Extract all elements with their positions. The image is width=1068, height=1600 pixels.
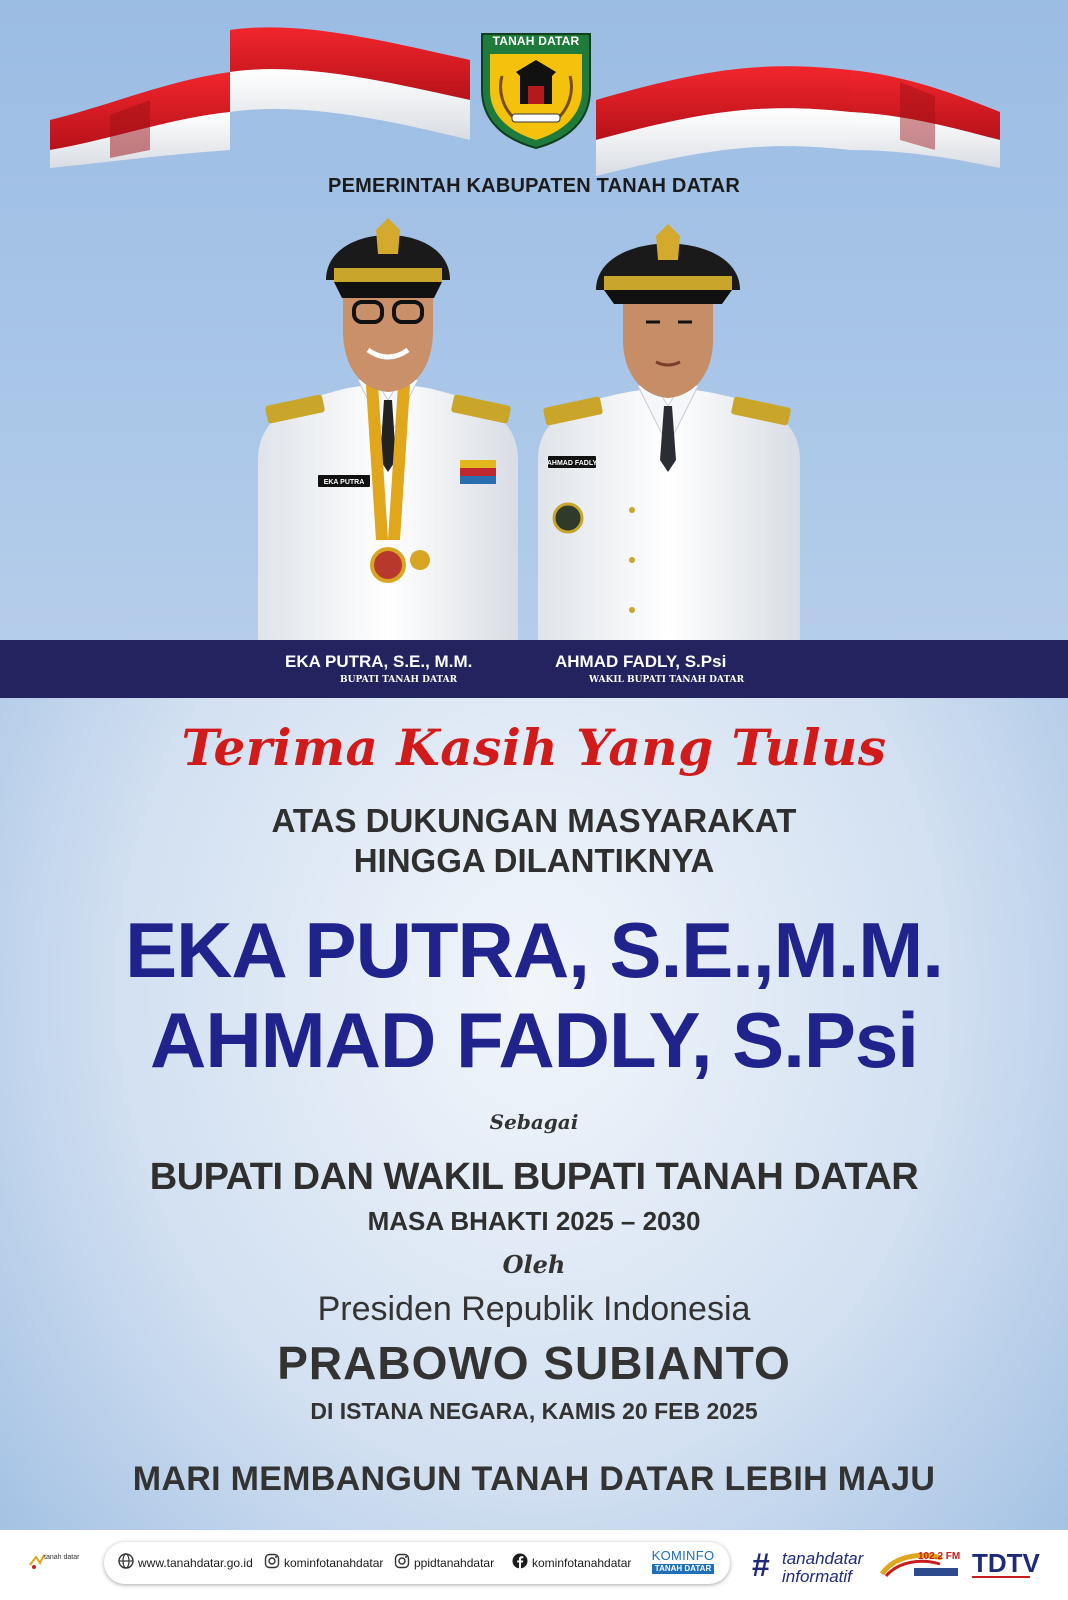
instagram-icon xyxy=(264,1553,280,1569)
band-role-bupati: BUPATI TANAH DATAR xyxy=(340,675,458,685)
slogan: MARI MEMBANGUN TANAH DATAR LEBIH MAJU xyxy=(132,1460,936,1498)
globe-icon xyxy=(118,1553,134,1569)
band-name-wakil-bupati: AHMAD FADLY, S.Psi xyxy=(555,652,727,671)
hashtag-line-1: tanahdatar xyxy=(782,1549,864,1568)
support-line-2: HINGGA DILANTIKNYA xyxy=(353,842,715,879)
nameplate-bupati: EKA PUTRA xyxy=(323,479,365,486)
inauguration-venue: DI ISTANA NEGARA, KAMIS 20 FEB 2025 xyxy=(310,1398,758,1424)
government-title: PEMERINTAH KABUPATEN TANAH DATAR xyxy=(328,175,740,197)
president-title: Presiden Republik Indonesia xyxy=(317,1290,751,1328)
hashtag-icon: # xyxy=(752,1547,770,1583)
name-band xyxy=(0,640,1068,698)
instagram-kominfo-link[interactable]: kominfotanahdatar xyxy=(284,1556,384,1570)
sebagai-label: Sebagai xyxy=(489,1110,579,1134)
facebook-kominfo-link[interactable]: kominfotanahdatar xyxy=(532,1556,632,1570)
big-name-bupati: EKA PUTRA, S.E.,M.M. xyxy=(125,906,943,994)
official-photo-bupati xyxy=(238,210,538,642)
thanks-heading: Terima Kasih Yang Tulus xyxy=(181,718,887,777)
president-name: PRABOWO SUBIANTO xyxy=(277,1337,791,1389)
instagram-ppid-link[interactable]: ppidtanahdatar xyxy=(414,1556,495,1570)
tdtv-logo xyxy=(970,1544,1040,1584)
facebook-icon xyxy=(512,1553,528,1569)
big-name-wakil-bupati: AHMAD FADLY, S.Psi xyxy=(150,996,918,1084)
instagram-icon xyxy=(394,1553,410,1569)
emblem-title: TANAH DATAR xyxy=(492,34,580,48)
band-name-bupati: EKA PUTRA, S.E., M.M. xyxy=(285,652,473,671)
tdtv-logo-text: TDTV xyxy=(972,1548,1040,1578)
band-role-wakil-bupati: WAKIL BUPATI TANAH DATAR xyxy=(589,675,745,685)
radio-frequency: 102.2 FM xyxy=(918,1551,961,1562)
kominfo-logo-bottom: TANAH DATAR xyxy=(652,1564,714,1574)
nameplate-wakil-bupati: AHMAD FADLY xyxy=(546,460,598,467)
position-title: BUPATI DAN WAKIL BUPATI TANAH DATAR xyxy=(149,1156,919,1198)
kominfo-logo-top: KOMINFO xyxy=(651,1548,715,1563)
regency-emblem xyxy=(476,30,596,150)
oleh-label: Oleh xyxy=(502,1250,566,1279)
hashtag-line-2: informatif xyxy=(782,1567,852,1586)
small-logo-text: tanah datar xyxy=(44,1554,80,1561)
official-photo-wakil-bupati xyxy=(528,210,820,642)
term-period: MASA BHAKTI 2025 – 2030 xyxy=(367,1206,701,1236)
kominfo-logo xyxy=(646,1549,720,1574)
website-link[interactable]: www.tanahdatar.go.id xyxy=(138,1556,253,1570)
support-line-1: ATAS DUKUNGAN MASYARAKAT xyxy=(271,802,797,839)
